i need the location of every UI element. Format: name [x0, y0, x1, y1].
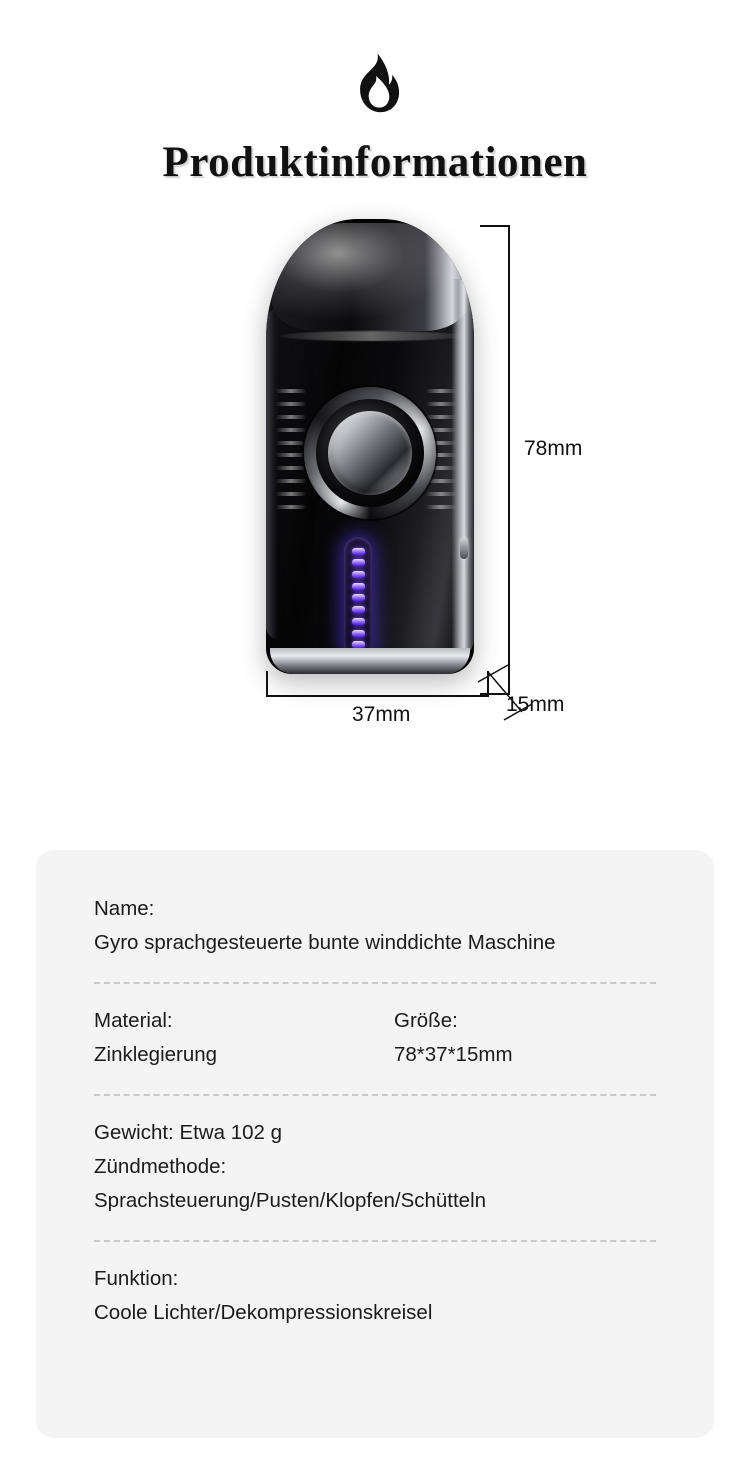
material-label: Material: [94, 1009, 173, 1032]
product-illustration [0, 209, 750, 769]
spec-row-function [94, 1262, 656, 1330]
size-label: Größe: [394, 1009, 458, 1032]
device-body [266, 219, 474, 674]
spec-col-size [394, 1004, 656, 1072]
device-top-cap [272, 223, 468, 331]
device-bottom-cap [270, 648, 470, 674]
device-grip-ribs-left [276, 389, 306, 509]
name-label: Name: [94, 897, 155, 920]
spec-card [36, 850, 714, 1438]
flame-icon [347, 52, 403, 116]
divider-2 [94, 1094, 656, 1096]
device-cap-seam [280, 331, 462, 341]
width-label: 37mm [352, 703, 411, 726]
spec-row-weight-ignition [94, 1116, 656, 1218]
material-value: Zinklegierung [94, 1043, 218, 1066]
page-header [0, 0, 750, 187]
width-tick-left [266, 671, 268, 697]
name-value: Gyro sprachgesteuerte bunte winddichte Maschine [94, 931, 556, 954]
page-title: Produktinformationen [162, 139, 588, 186]
function-value: Coole Lichter/Dekompressionskreisel [94, 1301, 433, 1324]
lighter-device [266, 219, 486, 679]
gyro-wheel-button [328, 411, 412, 495]
height-tick-top [480, 225, 510, 227]
divider-3 [94, 1240, 656, 1242]
width-dimension-line [266, 695, 488, 697]
gyro-wheel [304, 387, 436, 519]
ignition-label: Zündmethode: [94, 1155, 227, 1178]
height-dimension-line [508, 225, 510, 695]
divider-1 [94, 982, 656, 984]
size-value: 78*37*15mm [394, 1043, 513, 1066]
weight-line: Gewicht: Etwa 102 g [94, 1121, 283, 1144]
spec-col-material [94, 1004, 394, 1072]
spec-row-material-size [94, 1004, 656, 1072]
height-label: 78mm [524, 437, 583, 460]
charging-port [460, 537, 468, 559]
led-indicator-strip [344, 537, 372, 659]
function-label: Funktion: [94, 1267, 179, 1290]
spec-row-name [94, 892, 656, 960]
depth-label: 15mm [506, 693, 565, 716]
ignition-value: Sprachsteuerung/Pusten/Klopfen/Schütteln [94, 1189, 487, 1212]
